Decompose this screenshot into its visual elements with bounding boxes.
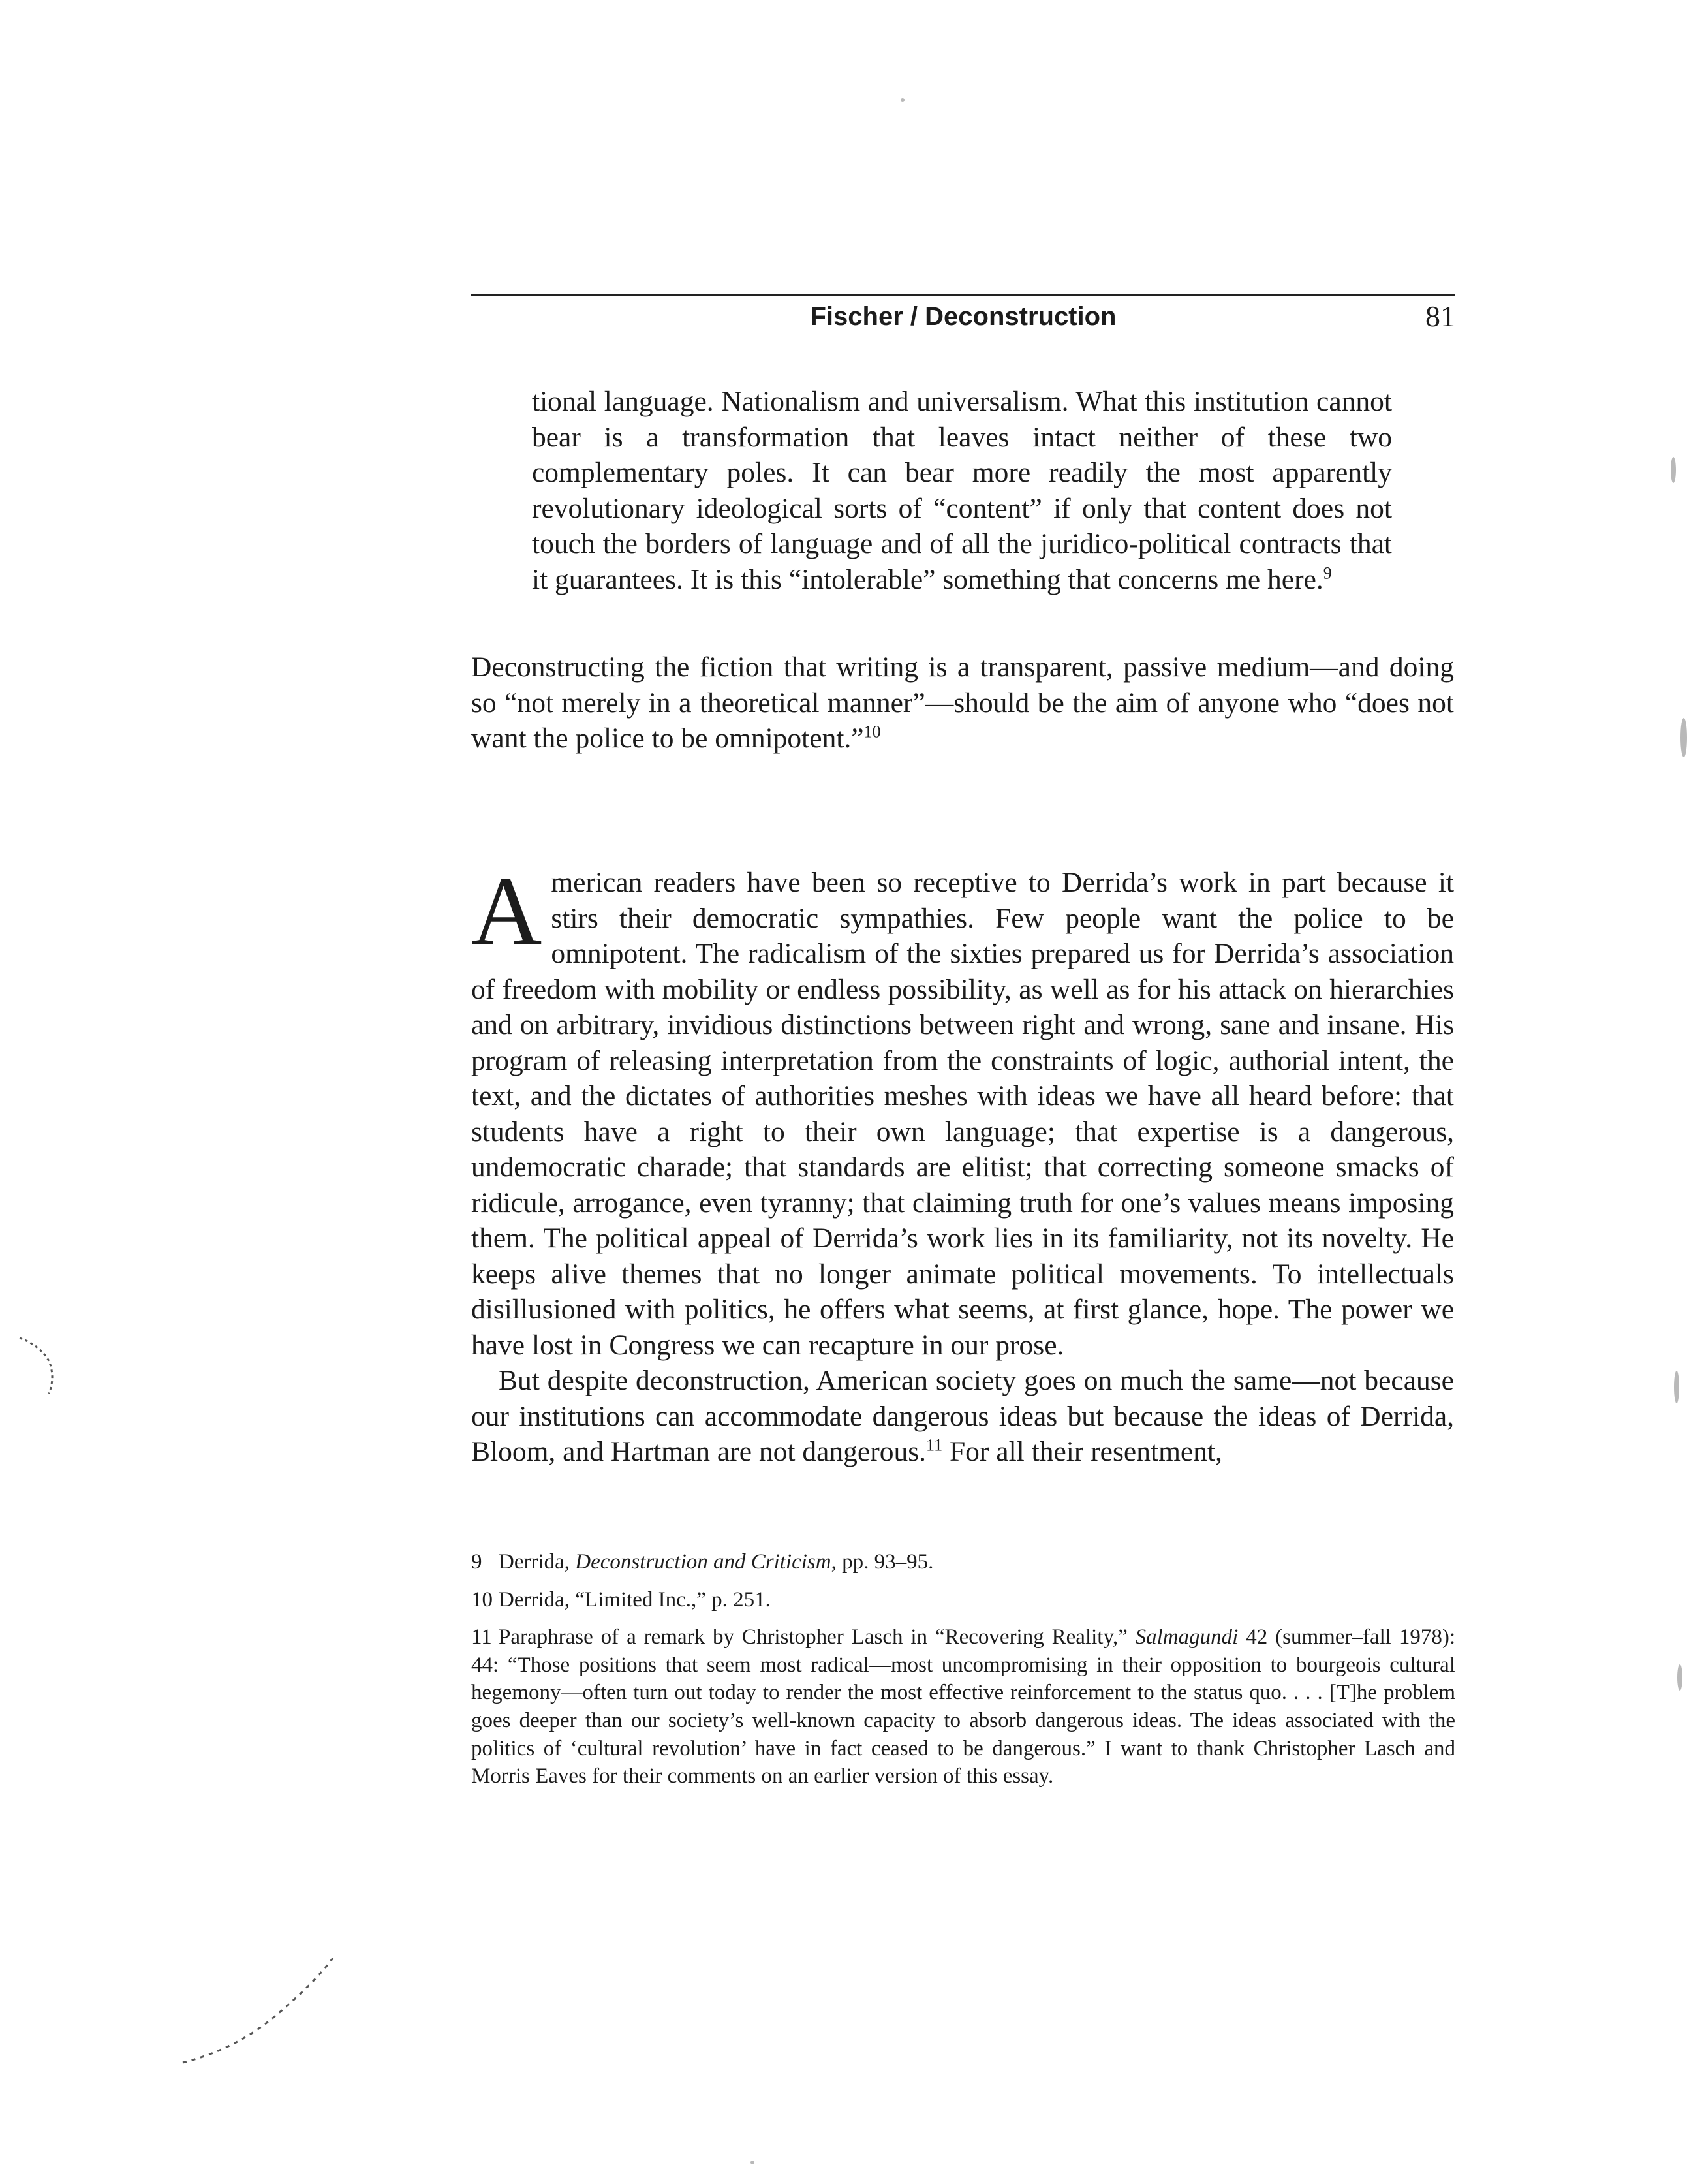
footnote-9	[471, 1548, 1455, 1576]
section-american-readers	[471, 857, 1454, 1470]
block-quote-text: tional language. Nationalism and universalism. What this institution cannot bear is a transformation that leaves intact neither of these two complementary poles. It can bear more readily the most apparently revolutionary ideological sorts of “content” if only that content does not touch the borders of language and of all the juridico-political contracts that it guarantees. It is this “intolerable” something that concerns me here.	[532, 386, 1392, 595]
paragraph-but-despite	[471, 1363, 1454, 1470]
footnote-number: 9	[471, 1550, 482, 1574]
running-title: Fischer / Deconstruction	[810, 302, 1117, 331]
page-number: 81	[1425, 300, 1455, 333]
paragraph-deconstructing	[471, 649, 1454, 757]
footnote-ref-10: 10	[863, 722, 881, 741]
paragraph-text-continued: For all their resentment,	[942, 1436, 1222, 1467]
scan-speck	[1674, 1371, 1679, 1403]
running-head	[471, 299, 1455, 338]
scan-speck	[1677, 1664, 1682, 1691]
footnote-text-after: , pp. 93–95.	[831, 1550, 934, 1574]
scan-speck	[1680, 718, 1687, 757]
scan-speck	[1671, 457, 1676, 483]
footnote-text: Derrida,	[499, 1550, 576, 1574]
footnote-title: Salmagundi	[1135, 1625, 1239, 1649]
footnote-ref-11: 11	[926, 1435, 943, 1455]
scan-speck	[901, 98, 905, 102]
block-quote	[532, 384, 1392, 597]
footnote-ref-9: 9	[1323, 563, 1332, 582]
header-rule	[471, 294, 1455, 296]
footnote-number: 11	[471, 1625, 492, 1649]
paragraph-text: But despite deconstruction, American society goes on much the same—not because our institutions can accommodate dangerous ideas but because the ideas of Derrida, Bloom, and Hartman are not dangerous.	[471, 1365, 1454, 1467]
footnote-text-after: 42 (summer–fall 1978): 44: “Those positions that seem most radical—most uncompromising in their opposition to bourgeois cultural hegemony—often turn out today to render the most effective reinforcement to the status quo. . . . [T]he problem goes deeper than our society’s well-known capacity to absorb dangerous ideas. The ideas associated with the politics of ‘cultural revolution’ have in fact ceased to be dangerous.” I want to thank Christopher Lasch and Morris Eaves for their comments on an earlier version of this essay.	[471, 1625, 1456, 1788]
paragraph-american-readers	[471, 857, 1454, 1363]
paragraph-text: merican readers have been so receptive to Derrida’s work in part because it stirs their democratic sympathies. Few people want the police to be omnipotent. The radicalism of the sixties prepared us for Derrida’s association of freedom with mobility or endless possibility, as well as for his attack on hierarchies and on arbitrary, invidious distinctions between right and wrong, sane and insane. His program of releasing interpretation from the constraints of logic, authorial intent, the text, and the dictates of authorities meshes with ideas we have all heard before: that students have a right to their own language; that expertise is a dangerous, undemocratic charade; that standards are elitist; that correcting someone smacks of ridicule, arrogance, even tyranny; that claiming truth for one’s values means imposing them. The political appeal of Derrida’s work lies in its familiarity, not its novelty. He keeps alive themes that no longer animate political movements. To intellectuals disillusioned with politics, he offers what seems, at first glance, hope. The power we have lost in Congress we can recapture in our prose.	[471, 867, 1454, 1361]
paragraph-text: Deconstructing the fiction that writing is a transparent, passive medium—and doing so “not merely in a theoretical manner”—should be the aim of anyone who “does not want the police to be omnipotent.”	[471, 651, 1454, 754]
footnote-number: 10	[471, 1587, 493, 1612]
scan-mark-left	[13, 1332, 65, 1410]
footnote-title: Deconstruction and Criticism	[575, 1550, 831, 1574]
scan-speck	[750, 2161, 754, 2164]
scan-mark-bottom	[176, 1952, 346, 2069]
footnote-11	[471, 1623, 1455, 1790]
footnote-text: Derrida, “Limited Inc.,” p. 251.	[499, 1587, 771, 1612]
footnotes	[471, 1548, 1455, 1790]
drop-cap: A	[471, 857, 542, 965]
footnote-text: Paraphrase of a remark by Christopher Lasch in “Recovering Reality,”	[499, 1625, 1136, 1649]
footnote-10	[471, 1586, 1455, 1614]
